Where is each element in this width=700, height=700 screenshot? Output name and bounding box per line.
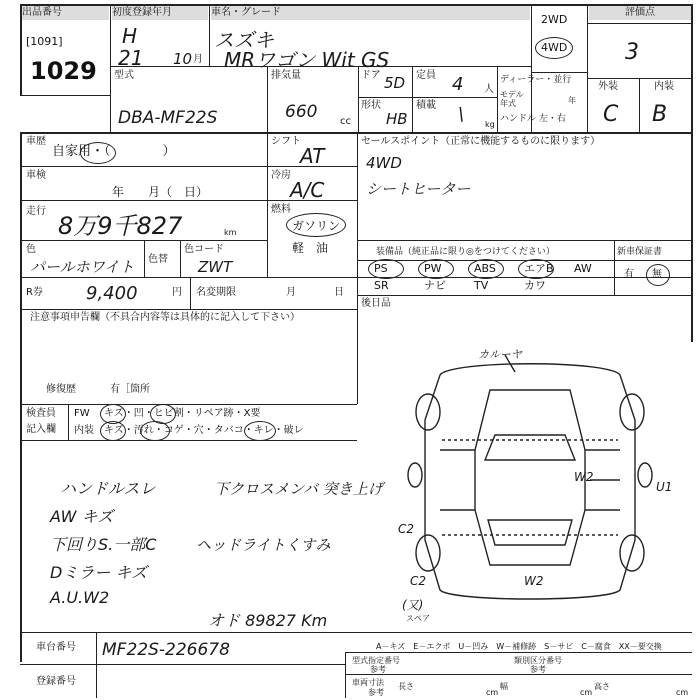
sales-point-line1: 4WD: [366, 154, 402, 172]
inspection-value: 年 月（ 日）: [112, 185, 209, 199]
repair-label: 修復歴: [46, 384, 76, 395]
diagram-note-w2-bottom: W2: [524, 574, 544, 588]
damage-legend: A－キズ E－エクボ U－凹み W－補修跡 S－サビ C－腐食 XX－要交換: [376, 642, 662, 651]
score-ext-value: C: [603, 102, 619, 127]
dealer-divider: [497, 66, 498, 132]
ac-label: 冷房: [271, 170, 291, 181]
shape-value: HB: [386, 110, 408, 128]
name-change-label: 名変期限: [196, 287, 236, 298]
diagram-note-w2-right: W2: [574, 470, 594, 484]
remark-right-1: 下クロスメンバ 突き上げ: [214, 480, 383, 498]
car-side-mirror-right: [638, 463, 652, 487]
equipment-circle: [468, 259, 504, 279]
car-wheel-rear-left: [416, 535, 440, 571]
dealer-handle: ハンドル 左・右: [500, 114, 566, 124]
warranty-no: 無: [652, 269, 662, 280]
color-change-label: 色替: [148, 254, 168, 265]
row-inspector: [20, 404, 357, 405]
warranty-circle: [646, 264, 670, 286]
warranty-div: [614, 240, 615, 295]
recycle-unit: 円: [172, 287, 182, 298]
car-wheel-rear-right: [620, 535, 644, 571]
right-body-right: [691, 132, 693, 342]
drive-2wd: 2WD: [541, 13, 568, 26]
dims-width-cm: cm: [580, 688, 593, 697]
chassis-type-label: 型式: [114, 70, 134, 81]
equipment-item: ナビ: [424, 279, 446, 292]
row-line-1: [20, 95, 110, 96]
color-label: 色: [26, 244, 36, 255]
equipment-item: AW: [574, 262, 592, 275]
equipment-circle: [518, 259, 554, 279]
recycle-div: [190, 277, 191, 309]
equipment-item: TV: [474, 279, 489, 292]
registration-era: H: [122, 24, 138, 48]
dealer-year: 年式: [500, 99, 516, 108]
diagram-note-c2-left: C2: [398, 522, 415, 536]
remark-line: A.U.W2: [50, 588, 110, 607]
row-line-2: [20, 132, 692, 134]
equipment-circle: [368, 259, 404, 279]
score-ext-label: 外装: [598, 81, 618, 92]
displacement-label: 排気量: [271, 70, 301, 81]
notes-right: [357, 309, 358, 404]
equipment-item: エアB: [524, 262, 554, 275]
cap-divider: [412, 66, 413, 132]
load-label: 積載: [416, 100, 436, 111]
lot-divider: [110, 4, 111, 132]
diagram-note-spare: スペア: [406, 614, 430, 623]
dealer-model-year: モデル: [500, 90, 524, 99]
body-mid: [357, 132, 358, 309]
history-circle: [80, 142, 116, 164]
inspector-int-items: キズ・汚れ・コゲ・穴・タバコ・キレ・破レ: [104, 425, 304, 436]
color-code-label: 色コード: [184, 244, 224, 255]
dims-label: 車両寸法: [352, 678, 384, 687]
type-number-ref: 参考: [370, 665, 386, 674]
inspector-fw: FW: [74, 408, 90, 419]
name-change-month: 月: [286, 287, 296, 298]
color-div-1: [144, 240, 145, 277]
chassis-type-value: DBA-MF22S: [118, 108, 218, 128]
equipment-label: 装備品（純正品に限り◎をつけてください）: [376, 247, 555, 257]
reg-no-label: 登録番号: [36, 676, 76, 687]
warranty-yes: 有: [624, 269, 634, 280]
dims-length: 長さ: [398, 682, 414, 691]
shape-label: 形状: [361, 100, 381, 111]
shift-label: シフト: [271, 136, 301, 147]
score-int-value: B: [652, 102, 668, 127]
remark-line: Dミラー キズ: [50, 563, 148, 582]
int-circle-2: [140, 421, 170, 441]
sales-line: [357, 240, 692, 241]
score-label: 評価点: [589, 6, 691, 20]
class-number-ref: 参考: [530, 665, 546, 674]
score-value: 3: [625, 40, 639, 65]
lot-code: [1091]: [26, 35, 63, 48]
dealer-year-unit: 年: [568, 96, 576, 105]
recycle-label: R券: [26, 287, 43, 298]
shift-value: AT: [300, 144, 325, 168]
displacement-value: 660: [285, 102, 318, 122]
sales-point-label: セールスポイント（正常に機能するものに限ります）: [361, 136, 601, 147]
model-grade: MRワゴン Wit GS: [224, 48, 390, 72]
notes-label: 注意事項申告欄（不具合内容等は具体的に記入して下さい）: [30, 312, 300, 323]
equipment-item: カワ: [524, 279, 546, 292]
load-value: \: [458, 104, 465, 125]
car-dashed-line: [442, 440, 618, 535]
ac-value: A/C: [290, 178, 325, 202]
displacement-unit: cc: [340, 116, 351, 127]
type-number-label: 型式指定番号: [352, 656, 400, 665]
registration-year: 21: [118, 46, 144, 70]
recycle-value: 9,400: [86, 283, 138, 304]
fuel-circle: [286, 213, 346, 237]
car-body-outline: [425, 364, 635, 599]
drive-4wd: 4WD: [541, 41, 568, 54]
dims-width: 幅: [500, 682, 508, 691]
drive-4wd-circle: [535, 37, 573, 59]
color-code-value: ZWT: [198, 258, 233, 276]
doors-label: ドア: [361, 70, 381, 81]
capacity-label: 定員: [416, 70, 436, 81]
color-div-2: [180, 240, 181, 277]
sales-point-line2: シートヒーター: [366, 180, 471, 198]
bottom-right-div: [345, 652, 346, 698]
score-int-label: 内装: [654, 81, 674, 92]
dealer-label: ディーラー・並行: [500, 75, 572, 85]
car-door-line-left: [440, 450, 475, 510]
load-unit: kg: [485, 120, 495, 129]
equipment-item: PS: [374, 262, 388, 275]
rear-seat-label: 後日品: [361, 298, 391, 309]
mileage-unit: km: [224, 228, 237, 237]
repair-value: 有［箇所: [110, 384, 150, 395]
fuel-diesel: 軽 油: [292, 241, 329, 255]
inspector-fw-items: キズ・凹・ヒビ割・リペア跡・X要: [104, 408, 261, 419]
registration-month-unit: 月: [193, 54, 203, 65]
dims-ref: 参考: [368, 688, 384, 697]
color-value: パールホワイト: [30, 258, 135, 276]
int-circle-3: [244, 421, 276, 441]
remark-right-2: ヘッドライトくすみ: [196, 536, 331, 554]
dims-height: 高さ: [594, 682, 610, 691]
bottom-right-top: [345, 652, 692, 653]
class-number-label: 類別区分番号: [514, 656, 562, 665]
row-color: [20, 277, 692, 278]
row-vin: [20, 632, 692, 633]
odo-note: オド 89827 Km: [208, 611, 328, 630]
score-mid: [639, 78, 640, 132]
row-reg: [20, 664, 345, 665]
equipment-item: SR: [374, 279, 389, 292]
diagram-note-spare-mark: (又): [402, 598, 424, 612]
car-rear-window: [488, 520, 572, 545]
row-inspector-2: [20, 440, 357, 441]
history-label: 車歴: [26, 136, 46, 147]
equipment-item: ABS: [474, 262, 496, 275]
drive-line: [531, 72, 587, 73]
inspector-div: [68, 404, 69, 440]
history-value: 自家用・（ ）: [52, 144, 176, 159]
diagram-note-top: カルーヤ: [478, 348, 522, 361]
name-change-day: 日: [334, 287, 344, 298]
vin-value: MF22S-226678: [102, 640, 230, 660]
diagram-note-c2-bottom: C2: [410, 574, 427, 588]
inspector-interior: 内装: [74, 425, 94, 436]
model-maker: スズキ: [214, 28, 274, 52]
diagram-note-u1: U1: [656, 480, 673, 494]
doors-value: 5D: [384, 74, 406, 92]
bottom-right-row: [345, 674, 692, 675]
capacity-unit: 人: [484, 84, 494, 95]
car-side-mirror-left: [408, 463, 422, 487]
mileage-label: 走行: [26, 206, 46, 217]
disp-divider: [267, 66, 268, 132]
reg-divider: [209, 4, 210, 66]
equipment-circle: [418, 259, 454, 279]
equipment-item: PW: [424, 262, 442, 275]
registration-month: 10: [173, 50, 193, 68]
dims-length-cm: cm: [486, 688, 499, 697]
body-left: [20, 132, 22, 662]
row-recycle: [20, 309, 357, 310]
capacity-value: 4: [452, 74, 464, 95]
model-label: 車名・グレード: [211, 6, 530, 20]
remark-line: ハンドルスレ: [60, 479, 156, 498]
fuel-label: 燃料: [271, 204, 291, 215]
registration-label: 初度登録年月: [112, 6, 208, 20]
mileage-value: 8万9千827: [58, 212, 183, 240]
shape-line: [358, 97, 497, 98]
car-roof-outline: [475, 390, 585, 565]
warranty-label: 新車保証書: [617, 247, 663, 257]
rear-seat-line: [357, 295, 692, 296]
remark-line: AW キズ: [50, 507, 114, 526]
int-circle-1: [100, 421, 126, 441]
vin-label: 車台番号: [36, 642, 76, 653]
fuel-gasoline: ガソリン: [292, 219, 341, 233]
dims-height-cm: cm: [676, 688, 689, 697]
car-windshield: [485, 435, 575, 460]
door-divider: [358, 66, 359, 132]
lot-number: 1029: [30, 57, 97, 85]
lot-label: 出品番号: [22, 6, 109, 20]
shift-divider: [267, 132, 268, 277]
score-head-line: [587, 23, 692, 24]
inspection-label: 車検: [26, 170, 46, 181]
inspector-label-1: 検査員: [26, 408, 56, 419]
remark-line: 下回りS.一部C: [50, 535, 157, 554]
inspector-label-2: 記入欄: [26, 424, 56, 435]
